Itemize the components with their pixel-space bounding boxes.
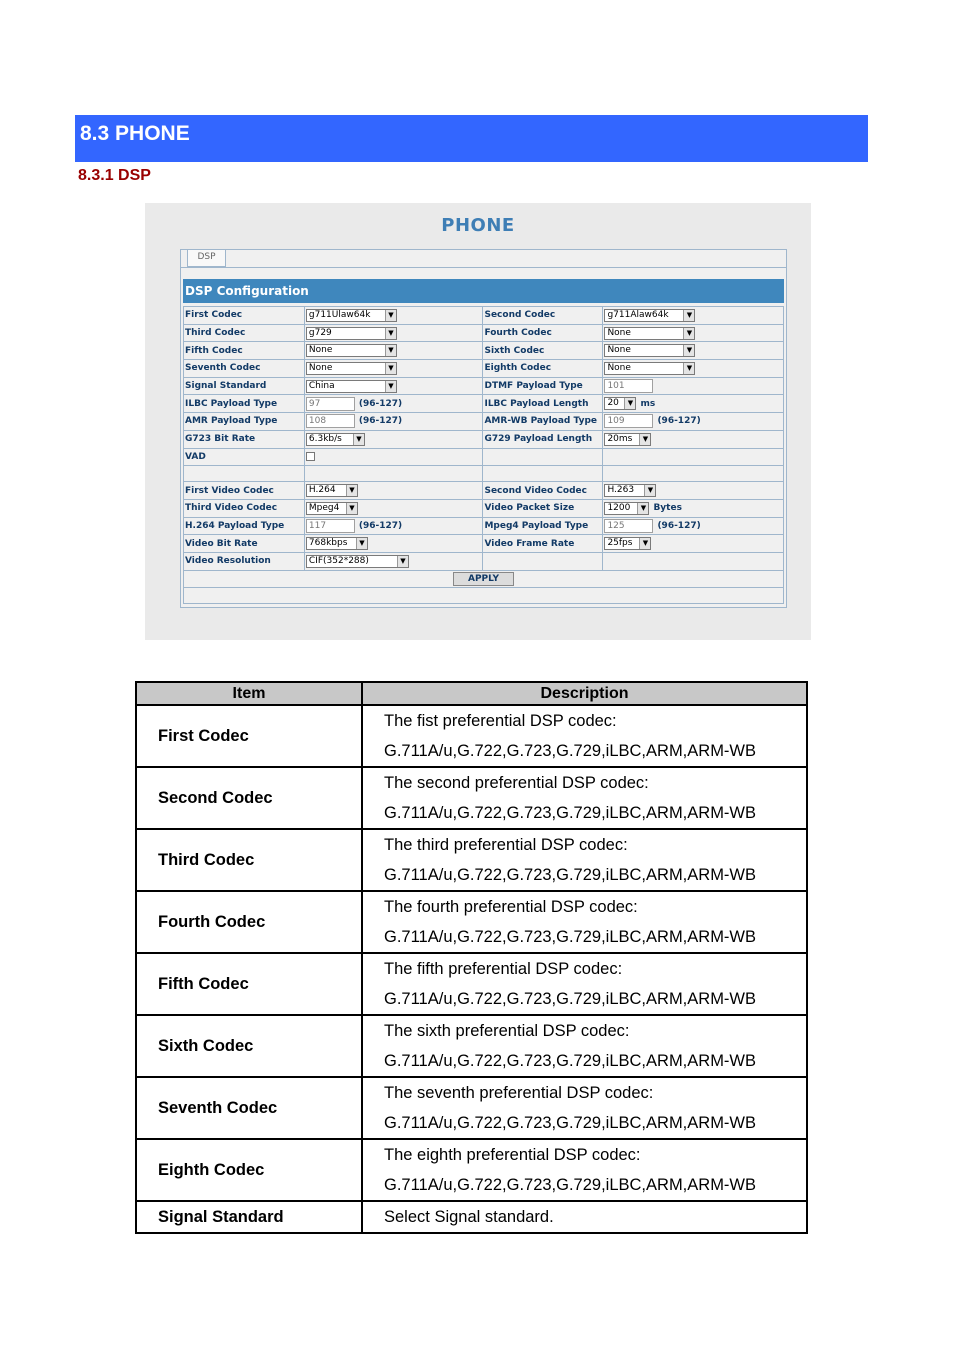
- empty-cell: [184, 466, 305, 482]
- codec-list: G.711A/u,G.722,G.723,G.729,iLBC,ARM,ARM-WB: [384, 866, 757, 884]
- g729-payload-length-label: G729 Payload Length: [483, 430, 603, 448]
- first-video-codec-value: H.264: [308, 485, 336, 496]
- fifth-codec-cell: [304, 342, 483, 360]
- table-row: [136, 705, 807, 767]
- apply-row: [184, 570, 784, 588]
- empty-cell: [304, 466, 483, 482]
- spacer-row: [184, 466, 784, 482]
- column-header-description: Description: [362, 682, 807, 705]
- row-item: Sixth Codec: [136, 1015, 362, 1077]
- dtmf-payload-type-label: DTMF Payload Type: [483, 377, 603, 395]
- amr-payload-type-cell: [304, 413, 483, 431]
- third-codec-label: Third Codec: [184, 324, 305, 342]
- eighth-codec-select[interactable]: [604, 362, 695, 375]
- signal-standard-cell: [304, 377, 483, 395]
- second-video-codec-label: Second Video Codec: [483, 482, 603, 500]
- sixth-codec-value: None: [607, 345, 631, 356]
- chevron-down-icon: ▼: [346, 503, 357, 514]
- row-item: Fourth Codec: [136, 891, 362, 953]
- third-video-codec-label: Third Video Codec: [184, 499, 305, 517]
- config-row: [184, 448, 784, 466]
- eighth-codec-cell: [603, 360, 784, 378]
- fifth-codec-label: Fifth Codec: [184, 342, 305, 360]
- third-codec-cell: [304, 324, 483, 342]
- codec-list: G.711A/u,G.722,G.723,G.729,iLBC,ARM,ARM-WB: [384, 1176, 757, 1194]
- dsp-configuration-header: DSP Configuration: [183, 279, 784, 303]
- apply-button[interactable]: APPLY: [453, 572, 514, 586]
- chevron-down-icon: ▼: [639, 538, 650, 549]
- table-row: [136, 1139, 807, 1201]
- chevron-down-icon: ▼: [683, 310, 694, 321]
- amr-payload-type-range: (96-127): [358, 416, 403, 427]
- row-item: Signal Standard: [136, 1201, 362, 1233]
- chevron-down-icon: ▼: [683, 363, 694, 374]
- ilbc-payload-type-label: ILBC Payload Type: [184, 395, 305, 413]
- table-row: [136, 1201, 807, 1233]
- spacer-row: [184, 588, 784, 604]
- first-video-codec-select[interactable]: [306, 484, 358, 497]
- config-row: [184, 552, 784, 570]
- mpeg4-payload-type-range: (96-127): [657, 520, 701, 531]
- empty-cell: [603, 466, 784, 482]
- description-line: The eighth preferential DSP codec:: [384, 1146, 641, 1164]
- amr-payload-type-input[interactable]: 108: [306, 414, 355, 428]
- first-video-codec-label: First Video Codec: [184, 482, 305, 500]
- empty-cell: [603, 552, 784, 570]
- g723-bit-rate-select[interactable]: [306, 433, 365, 446]
- seventh-codec-cell: [304, 360, 483, 378]
- ilbc-payload-length-label: ILBC Payload Length: [483, 395, 603, 413]
- dtmf-payload-type-cell: [603, 377, 784, 395]
- codec-list: G.711A/u,G.722,G.723,G.729,iLBC,ARM,ARM-WB: [384, 1052, 757, 1070]
- section-title: 8.3 PHONE: [80, 122, 190, 145]
- config-row: [184, 499, 784, 517]
- row-description: [362, 829, 807, 891]
- ilbc-payload-length-value: 20: [607, 398, 619, 409]
- third-codec-value: g729: [308, 327, 332, 338]
- config-row: [184, 395, 784, 413]
- chevron-down-icon: ▼: [385, 345, 396, 356]
- chevron-down-icon: ▼: [346, 485, 357, 496]
- sixth-codec-select[interactable]: [604, 344, 695, 357]
- mpeg4-payload-type-cell: [603, 517, 784, 535]
- signal-standard-value: China: [308, 380, 335, 391]
- video-bit-rate-label: Video Bit Rate: [184, 535, 305, 553]
- config-row: [184, 413, 784, 431]
- video-resolution-select[interactable]: [306, 555, 409, 568]
- video-bit-rate-select[interactable]: [306, 537, 368, 550]
- second-video-codec-cell: [603, 482, 784, 500]
- codec-list: G.711A/u,G.722,G.723,G.729,iLBC,ARM,ARM-WB: [384, 804, 757, 822]
- fourth-codec-label: Fourth Codec: [483, 324, 603, 342]
- seventh-codec-value: None: [308, 362, 333, 373]
- fourth-codec-value: None: [607, 327, 631, 338]
- chevron-down-icon: ▼: [639, 434, 650, 445]
- chevron-down-icon: ▼: [397, 556, 408, 567]
- chevron-down-icon: ▼: [385, 363, 396, 374]
- row-item: Eighth Codec: [136, 1139, 362, 1201]
- fifth-codec-value: None: [308, 345, 333, 356]
- row-item: Third Codec: [136, 829, 362, 891]
- apply-cell: [184, 570, 784, 588]
- h264-payload-type-input[interactable]: 117: [306, 519, 355, 533]
- config-row: [184, 482, 784, 500]
- chevron-down-icon: ▼: [356, 538, 367, 549]
- first-codec-value: g711Ulaw64k: [308, 309, 371, 320]
- eighth-codec-value: None: [607, 362, 631, 373]
- empty-cell: [184, 588, 784, 604]
- eighth-codec-label: Eighth Codec: [483, 360, 603, 378]
- dtmf-payload-type-input[interactable]: 101: [604, 379, 653, 393]
- table-row: [136, 1015, 807, 1077]
- video-frame-rate-select[interactable]: [604, 537, 651, 550]
- dsp-config-table: [183, 306, 784, 604]
- sixth-codec-cell: [603, 342, 784, 360]
- third-video-codec-cell: [304, 499, 483, 517]
- description-line: The third preferential DSP codec:: [384, 836, 628, 854]
- config-row: [184, 324, 784, 342]
- sixth-codec-label: Sixth Codec: [483, 342, 603, 360]
- chevron-down-icon: ▼: [353, 434, 364, 445]
- video-packet-size-value: 1200: [607, 502, 631, 513]
- h264-payload-type-label: H.264 Payload Type: [184, 517, 305, 535]
- g723-bit-rate-cell: [304, 430, 483, 448]
- amr-payload-type-label: AMR Payload Type: [184, 413, 305, 431]
- description-line: The fifth preferential DSP codec:: [384, 960, 623, 978]
- vad-label: VAD: [184, 448, 305, 466]
- ilbc-payload-length-cell: [603, 395, 784, 413]
- signal-standard-label: Signal Standard: [184, 377, 305, 395]
- video-resolution-label: Video Resolution: [184, 552, 305, 570]
- amr-wb-payload-type-cell: [603, 413, 784, 431]
- table-header-row: [136, 682, 807, 705]
- signal-standard-select[interactable]: [306, 380, 397, 393]
- row-item: Fifth Codec: [136, 953, 362, 1015]
- ilbc-payload-type-range: (96-127): [358, 398, 403, 409]
- config-row: [184, 517, 784, 535]
- third-video-codec-value: Mpeg4: [308, 502, 340, 513]
- tab-dsp[interactable]: DSP: [187, 250, 226, 267]
- chevron-down-icon: ▼: [637, 503, 648, 514]
- table-row: [136, 891, 807, 953]
- tab-divider: [181, 267, 786, 268]
- first-video-codec-cell: [304, 482, 483, 500]
- row-description: Select Signal standard.: [362, 1201, 807, 1233]
- fourth-codec-cell: [603, 324, 784, 342]
- mpeg4-payload-type-label: Mpeg4 Payload Type: [483, 517, 603, 535]
- video-frame-rate-cell: [603, 535, 784, 553]
- g729-payload-length-value: 20ms: [607, 433, 633, 444]
- description-line: The fourth preferential DSP codec:: [384, 898, 638, 916]
- mpeg4-payload-type-input[interactable]: 125: [604, 519, 653, 533]
- column-header-item: Item: [136, 682, 362, 705]
- codec-list: G.711A/u,G.722,G.723,G.729,iLBC,ARM,ARM-WB: [384, 990, 757, 1008]
- third-video-codec-select[interactable]: [306, 502, 358, 515]
- fifth-codec-select[interactable]: [306, 344, 397, 357]
- first-codec-label: First Codec: [184, 307, 305, 325]
- video-resolution-cell: [304, 552, 483, 570]
- g729-payload-length-cell: [603, 430, 784, 448]
- seventh-codec-label: Seventh Codec: [184, 360, 305, 378]
- empty-cell: [483, 448, 603, 466]
- row-description: [362, 891, 807, 953]
- description-line: The sixth preferential DSP codec:: [384, 1022, 630, 1040]
- video-bit-rate-value: 768kbps: [308, 538, 348, 549]
- subsection-title: 8.3.1 DSP: [78, 167, 151, 184]
- empty-cell: [483, 552, 603, 570]
- video-resolution-value: CIF(352*288): [308, 555, 369, 566]
- phone-screenshot: [145, 203, 811, 640]
- table-row: [136, 953, 807, 1015]
- empty-cell: [603, 448, 784, 466]
- first-codec-cell: [304, 307, 483, 325]
- seventh-codec-select[interactable]: [306, 362, 397, 375]
- codec-list: G.711A/u,G.722,G.723,G.729,iLBC,ARM,ARM-WB: [384, 742, 757, 760]
- row-description: [362, 705, 807, 767]
- third-codec-select[interactable]: [306, 327, 397, 340]
- vad-cell: [304, 448, 483, 466]
- fourth-codec-select[interactable]: [604, 327, 695, 340]
- codec-list: G.711A/u,G.722,G.723,G.729,iLBC,ARM,ARM-WB: [384, 928, 757, 946]
- video-frame-rate-value: 25fps: [607, 538, 633, 549]
- codec-list: G.711A/u,G.722,G.723,G.729,iLBC,ARM,ARM-WB: [384, 1114, 757, 1132]
- row-item: Second Codec: [136, 767, 362, 829]
- video-packet-size-unit: Bytes: [653, 503, 682, 514]
- description-line: The seventh preferential DSP codec:: [384, 1084, 654, 1102]
- description-line: The fist preferential DSP codec:: [384, 712, 617, 730]
- g723-bit-rate-value: 6.3kb/s: [308, 433, 342, 444]
- second-codec-label: Second Codec: [483, 307, 603, 325]
- page-title: PHONE: [441, 215, 515, 236]
- row-description: [362, 767, 807, 829]
- second-codec-value: g711Alaw64k: [607, 309, 669, 320]
- amr-wb-payload-type-label: AMR-WB Payload Type: [483, 413, 603, 431]
- row-item: Seventh Codec: [136, 1077, 362, 1139]
- row-description: [362, 1077, 807, 1139]
- row-description: [362, 1015, 807, 1077]
- h264-payload-type-cell: [304, 517, 483, 535]
- chevron-down-icon: ▼: [624, 398, 635, 409]
- ilbc-payload-type-cell: [304, 395, 483, 413]
- first-codec-select[interactable]: [306, 309, 397, 322]
- second-codec-cell: [603, 307, 784, 325]
- g729-payload-length-select[interactable]: [604, 433, 651, 446]
- description-line: The second preferential DSP codec:: [384, 774, 649, 792]
- row-description: [362, 1139, 807, 1201]
- chevron-down-icon: ▼: [385, 328, 396, 339]
- ilbc-payload-type-input[interactable]: 97: [306, 397, 355, 411]
- g723-bit-rate-label: G723 Bit Rate: [184, 430, 305, 448]
- dsp-panel: [180, 249, 787, 608]
- chevron-down-icon: ▼: [644, 485, 655, 496]
- config-row: [184, 342, 784, 360]
- table-row: [136, 767, 807, 829]
- config-row: [184, 430, 784, 448]
- video-bit-rate-cell: [304, 535, 483, 553]
- video-packet-size-select[interactable]: [604, 502, 649, 515]
- row-description: [362, 953, 807, 1015]
- ilbc-payload-length-select[interactable]: [604, 397, 636, 410]
- second-codec-select[interactable]: [604, 309, 695, 322]
- table-row: [136, 1077, 807, 1139]
- amr-wb-payload-type-input[interactable]: 109: [604, 414, 653, 428]
- second-video-codec-value: H.263: [607, 485, 635, 496]
- chevron-down-icon: ▼: [385, 310, 396, 321]
- empty-cell: [483, 466, 603, 482]
- section-header-bar: [75, 115, 868, 162]
- h264-payload-type-range: (96-127): [358, 520, 403, 531]
- chevron-down-icon: ▼: [683, 345, 694, 356]
- config-row: [184, 377, 784, 395]
- chevron-down-icon: ▼: [385, 381, 396, 392]
- description-table: [135, 681, 808, 1234]
- ilbc-payload-length-unit: ms: [640, 398, 656, 409]
- amr-wb-payload-type-range: (96-127): [657, 416, 701, 427]
- video-packet-size-label: Video Packet Size: [483, 499, 603, 517]
- chevron-down-icon: ▼: [683, 328, 694, 339]
- config-row: [184, 360, 784, 378]
- video-packet-size-cell: [603, 499, 784, 517]
- video-frame-rate-label: Video Frame Rate: [483, 535, 603, 553]
- vad-checkbox[interactable]: [306, 452, 315, 461]
- second-video-codec-select[interactable]: [604, 484, 656, 497]
- row-item: First Codec: [136, 705, 362, 767]
- config-row: [184, 307, 784, 325]
- table-row: [136, 829, 807, 891]
- config-row: [184, 535, 784, 553]
